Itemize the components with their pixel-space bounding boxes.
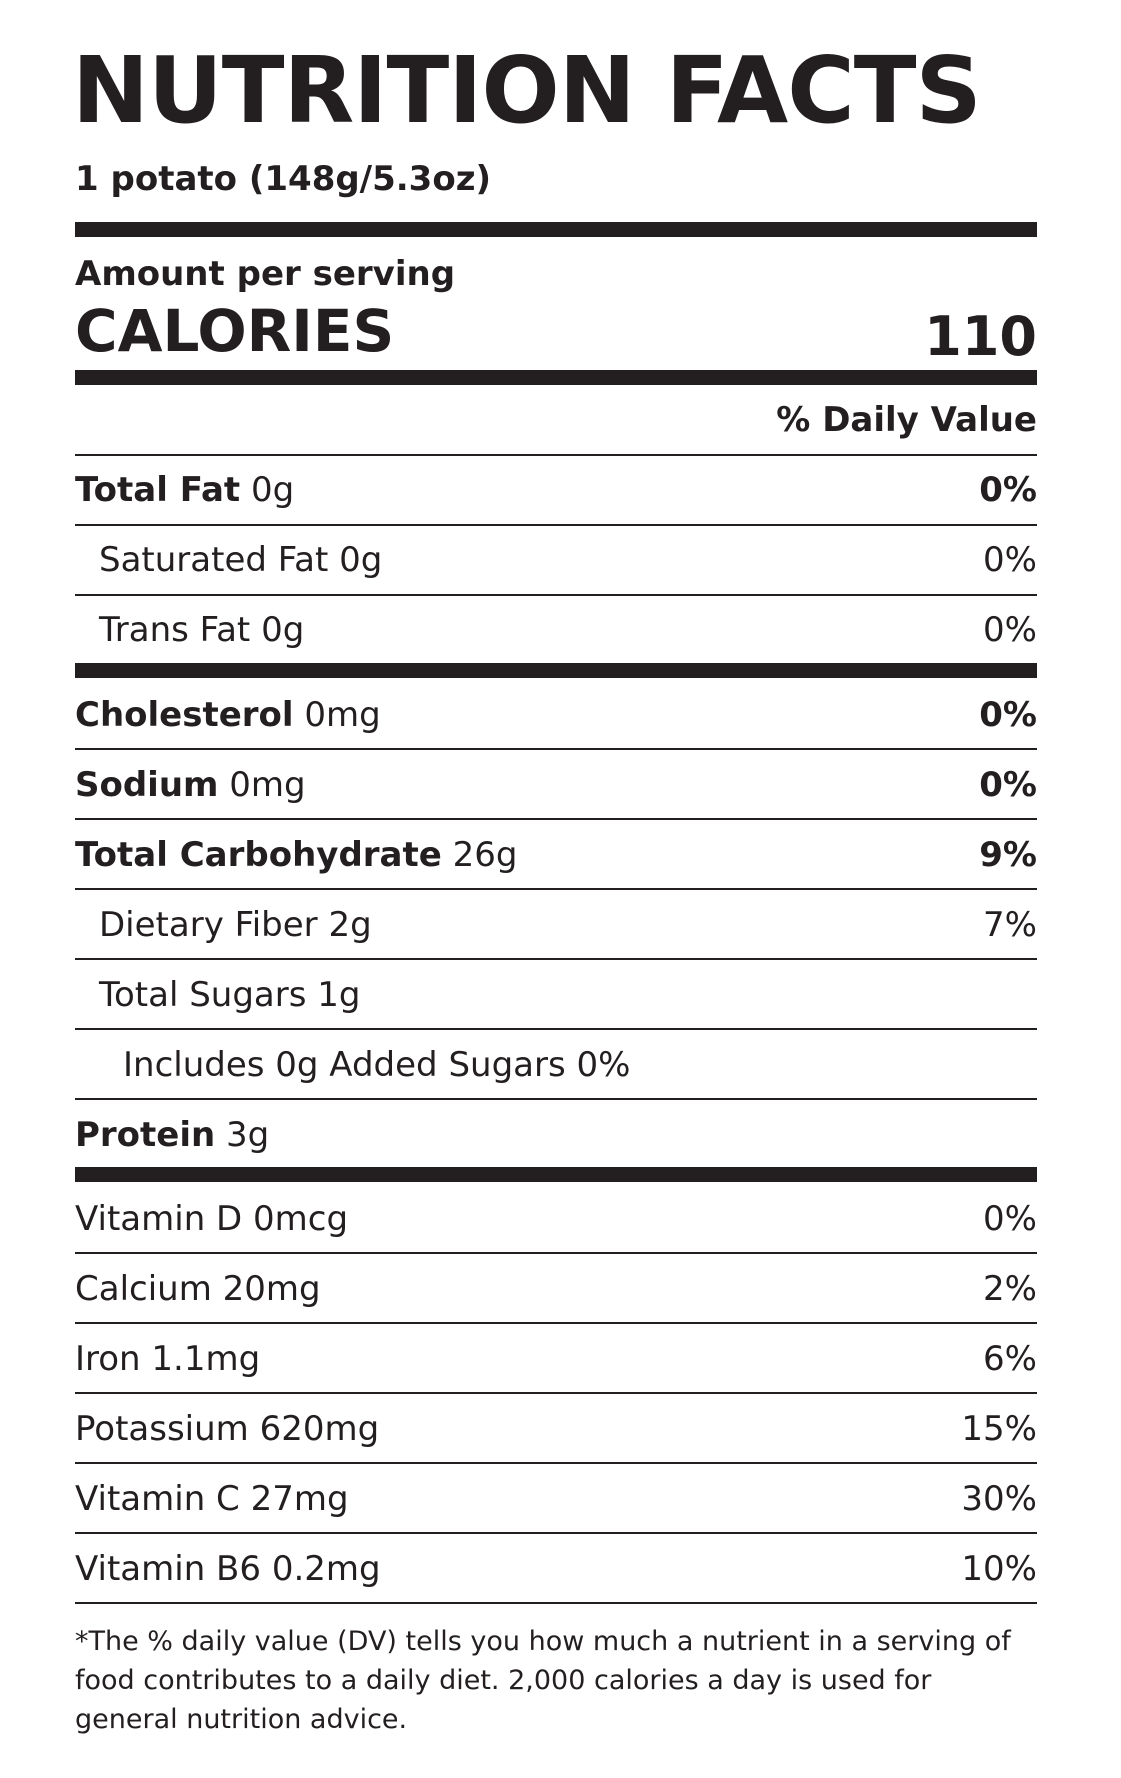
vitamin-row-vitamin-c (75, 1464, 1037, 1534)
calories-value: 110 (924, 305, 1037, 368)
amount-per-serving-label: Amount per serving (75, 254, 456, 294)
nutrient-dv: 0% (979, 470, 1037, 510)
serving-size: 1 potato (148g/5.3oz) (75, 159, 492, 199)
nutrient-name: Vitamin D 0mcg (75, 1199, 349, 1239)
nutrient-dv: 2% (983, 1269, 1037, 1309)
calories-label: CALORIES (75, 297, 395, 365)
nutrient-dv: 9% (979, 835, 1037, 875)
nutrient-dv: 7% (983, 905, 1037, 945)
nutrition-label (72, 0, 1037, 1778)
vitamin-row-vitamin-d (75, 1184, 1037, 1254)
thick-divider (75, 1167, 1037, 1182)
vitamin-row-potassium (75, 1394, 1037, 1464)
nutrient-dv: 0% (983, 610, 1037, 650)
nutrient-name: Includes 0g Added Sugars 0% (123, 1045, 631, 1085)
nutrient-dv: 0% (983, 540, 1037, 580)
nutrient-name: Iron 1.1mg (75, 1339, 261, 1379)
nutrient-row-total-sugars (75, 960, 1037, 1030)
vitamin-row-iron (75, 1324, 1037, 1394)
nutrient-dv: 0% (983, 1199, 1037, 1239)
daily-value-header: % Daily Value (776, 400, 1037, 440)
nutrient-dv: 6% (983, 1339, 1037, 1379)
nutrient-name: Protein 3g (75, 1115, 270, 1155)
nutrient-name: Sodium 0mg (75, 765, 306, 805)
nutrient-name: Saturated Fat 0g (99, 540, 383, 580)
nutrient-row-total-fat (75, 455, 1037, 525)
nutrient-name: Total Fat 0g (75, 470, 295, 510)
vitamin-row-calcium (75, 1254, 1037, 1324)
nutrient-name: Vitamin B6 0.2mg (75, 1549, 381, 1589)
thick-divider (75, 222, 1037, 237)
footnote: *The % daily value (DV) tells you how much a nutrient in a serving of food contributes to a daily diet. 2,000 calories a day is used for general nutrition advice. (75, 1626, 1011, 1735)
nutrient-name: Trans Fat 0g (99, 610, 305, 650)
nutrient-row-cholesterol (75, 680, 1037, 750)
nutrient-name: Potassium 620mg (75, 1409, 380, 1449)
label-title: NUTRITION FACTS (72, 37, 981, 144)
nutrient-row-dietary-fiber (75, 890, 1037, 960)
nutrient-row-saturated-fat (75, 525, 1037, 595)
nutrient-name: Total Carbohydrate 26g (75, 835, 518, 875)
nutrient-dv: 30% (961, 1479, 1037, 1519)
nutrient-row-added-sugars (75, 1030, 1037, 1100)
nutrient-dv: 10% (961, 1549, 1037, 1589)
nutrient-name: Total Sugars 1g (99, 975, 361, 1015)
thick-divider (75, 370, 1037, 385)
nutrient-row-trans-fat (75, 595, 1037, 665)
nutrient-dv: 0% (979, 695, 1037, 735)
nutrient-name: Dietary Fiber 2g (99, 905, 372, 945)
divider (75, 1602, 1037, 1604)
nutrient-name: Cholesterol 0mg (75, 695, 381, 735)
nutrient-row-protein (75, 1100, 1037, 1170)
nutrient-dv: 15% (961, 1409, 1037, 1449)
vitamin-row-vitamin-b6 (75, 1534, 1037, 1604)
thick-divider (75, 663, 1037, 678)
nutrient-row-total-carbohydrate (75, 820, 1037, 890)
nutrient-name: Calcium 20mg (75, 1269, 321, 1309)
nutrient-row-sodium (75, 750, 1037, 820)
nutrient-name: Vitamin C 27mg (75, 1479, 349, 1519)
nutrient-dv: 0% (979, 765, 1037, 805)
